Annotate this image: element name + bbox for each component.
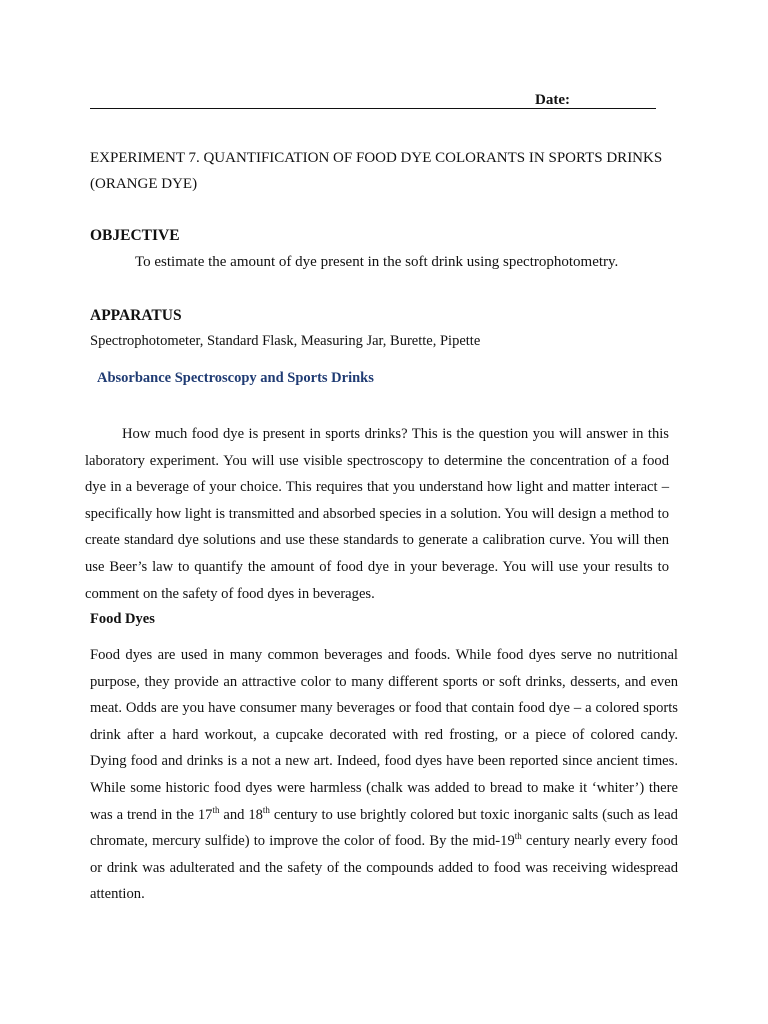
objective-text: To estimate the amount of dye present in the soft drink using spectrophotometry.	[135, 254, 619, 270]
food-dyes-text-3: century to use brightly colored but toxic inorganic salts (such as lead chromate, mercury sulfide) to improve the color of food. By the mid-19	[90, 806, 678, 850]
experiment-title: EXPERIMENT 7. QUANTIFICATION OF FOOD DYE COLORANTS IN SPORTS DRINKS (ORANGE DYE)	[90, 150, 663, 192]
food-dyes-heading: Food Dyes	[90, 611, 155, 627]
food-dyes-text-4: century nearly every food or drink was adulterated and the safety of the compounds added to food was receiving widespread attention.	[90, 833, 678, 903]
objective-heading: OBJECTIVE	[90, 227, 180, 244]
header-rule	[90, 108, 656, 109]
absorbance-paragraph: How much food dye is present in sports drinks? This is the question you will answer in this laboratory experiment. You will use visible spectroscopy to determine the concentration of a food dye in a beverage of your choice. This requires that you understand how light and matter interact – specifically how light is transmitted and absorbed species in a solution. You will design a method to create standard dye solutions and use these standards to generate a calibration curve. You will then use Beer’s law to quantify the amount of food dye in your beverage. You will use your results to comment on the safety of food dyes in beverages.	[85, 426, 669, 602]
food-dyes-paragraph	[90, 642, 678, 908]
superscript-th-1: th	[212, 804, 220, 815]
food-dyes-text-2: and 18	[219, 806, 263, 823]
apparatus-text: Spectrophotometer, Standard Flask, Measuring Jar, Burette, Pipette	[90, 333, 481, 349]
date-label: Date:	[535, 92, 570, 108]
superscript-th-3: th	[514, 831, 522, 842]
absorbance-heading: Absorbance Spectroscopy and Sports Drinks	[97, 370, 374, 386]
superscript-th-2: th	[262, 804, 270, 815]
food-dyes-text-1: Food dyes are used in many common beverages and foods. While food dyes serve no nutritional purpose, they provide an attractive color to many different sports or soft drinks, desserts, and even meat. Odds are you have consumer many beverages or food that contain food dye – a colored sports drink after a hard workout, a cupcake decorated with red frosting, or a piece of colored candy. Dying food and drinks is a not a new art. Indeed, food dyes have been reported since ancient times. While some historic food dyes were harmless (chalk was added to bread to make it ‘whiter’) there was a trend in the 17	[90, 647, 678, 823]
apparatus-heading: APPARATUS	[90, 307, 182, 324]
